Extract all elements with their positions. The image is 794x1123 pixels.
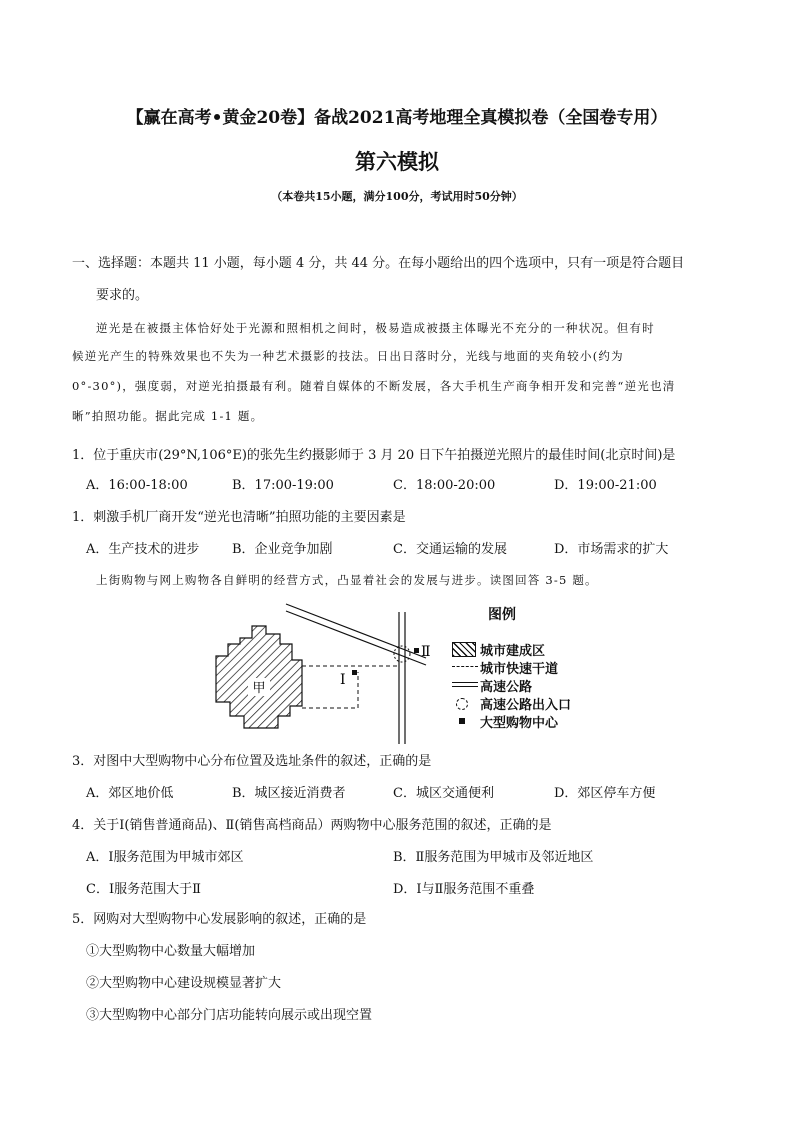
mall-2-marker [414,648,419,653]
legend-highway-swatch [452,682,478,687]
question-2-option-a: A．生产技术的进步 [86,542,200,557]
passage1-line: 晰”拍照功能。据此完成 1-1 题。 [72,409,264,423]
question-2-option-c: C．交通运输的发展 [393,542,507,557]
question-5-item-2: ②大型购物中心建设规模显著扩大 [86,976,282,991]
question-1-option-a: A．16:00-18:00 [86,478,188,493]
passage1-line: 候逆光产生的特殊效果也不失为一种艺术摄影的技法。日出日落时分，光线与地面的夹角较小(约为 [72,349,624,363]
legend-item-mall: 大型购物中心 [480,716,559,731]
passage1-line: 逆光是在被摄主体恰好处于光源和照相机之间时，极易造成被摄主体曝光不充分的一种状况。但有时 [96,321,655,335]
question-3-option-c: C．城区交通便利 [393,786,494,801]
question-1-stem: 1．位于重庆市(29°N,106°E)的张先生约摄影师于 3 月 20 日下午拍摄逆光照片的最佳时间(北京时间)是 [72,448,676,463]
exam-note: （本卷共15小题，满分100分，考试用时50分钟） [271,190,523,203]
legend-item-entrance: 高速公路出入口 [480,698,572,713]
question-5-stem: 5．网购对大型购物中心发展影响的叙述，正确的是 [72,912,367,927]
question-4-option-b: B．Ⅱ服务范围为甲城市及邻近地区 [393,850,594,865]
legend-mall-swatch [459,718,465,724]
passage1-line: 0°-30°)，强度弱，对逆光拍摄最有利。随着自媒体的不断发展，各大手机生产商争相开发和完善“逆光也清 [72,379,676,393]
question-2-option-d: D．市场需求的扩大 [554,542,669,557]
mall-1-label: Ⅰ [340,672,346,688]
passage2: 上街购物与网上购物各自鲜明的经营方式，凸显着社会的发展与进步。读图回答 3-5 题。 [96,573,598,587]
question-4-option-a: A．Ⅰ服务范围为甲城市郊区 [86,850,244,865]
exam-subtitle: 第六模拟 [355,149,439,174]
mall-2-label: Ⅱ [421,644,431,660]
question-3-option-a: A．郊区地价低 [86,786,174,801]
mall-1-marker [352,670,357,675]
legend-hatch-swatch [452,642,476,657]
question-3-stem: 3．对图中大型购物中心分布位置及选址条件的叙述，正确的是 [72,754,432,769]
legend-item-city: 城市建成区 [480,644,546,659]
question-1-option-b: B．17:00-19:00 [232,478,334,493]
city-label: 甲 [252,681,266,696]
question-3-option-d: D．郊区停车方便 [554,786,656,801]
legend-item-expressway: 城市快速干道 [480,662,559,677]
expressway-bottom [302,672,358,708]
question-4-option-c: C．Ⅰ服务范围大于Ⅱ [86,882,201,897]
exam-title: 【赢在高考•黄金20卷】备战2021高考地理全真模拟卷（全国卷专用） [126,108,668,128]
legend-item-highway: 高速公路 [480,680,533,695]
legend-title: 图例 [488,607,516,623]
legend-dash-swatch [452,666,478,667]
question-4-option-d: D．Ⅰ与Ⅱ服务范围不重叠 [393,882,535,897]
city-built-up-area [216,626,302,728]
section-intro-line2: 要求的。 [96,288,149,303]
question-5-item-1: ①大型购物中心数量大幅增加 [86,944,256,959]
question-1-option-c: C．18:00-20:00 [393,478,496,493]
legend-entrance-swatch [456,698,468,710]
question-3-option-b: B．城区接近消费者 [232,786,346,801]
question-1-option-d: D．19:00-21:00 [554,478,657,493]
question-2-option-b: B．企业竞争加剧 [232,542,333,557]
section-intro-line1: 一、选择题：本题共 11 小题，每小题 4 分，共 44 分。在每小题给出的四个选项中，只有一项是符合题目 [72,256,685,271]
question-4-stem: 4．关于Ⅰ(销售普通商品)、Ⅱ(销售高档商品）两购物中心服务范围的叙述，正确的是 [72,818,552,833]
question-2-stem: 1．刺激手机厂商开发“逆光也清晰”拍照功能的主要因素是 [72,510,406,525]
question-5-item-3: ③大型购物中心部分门店功能转向展示或出现空置 [86,1008,373,1023]
